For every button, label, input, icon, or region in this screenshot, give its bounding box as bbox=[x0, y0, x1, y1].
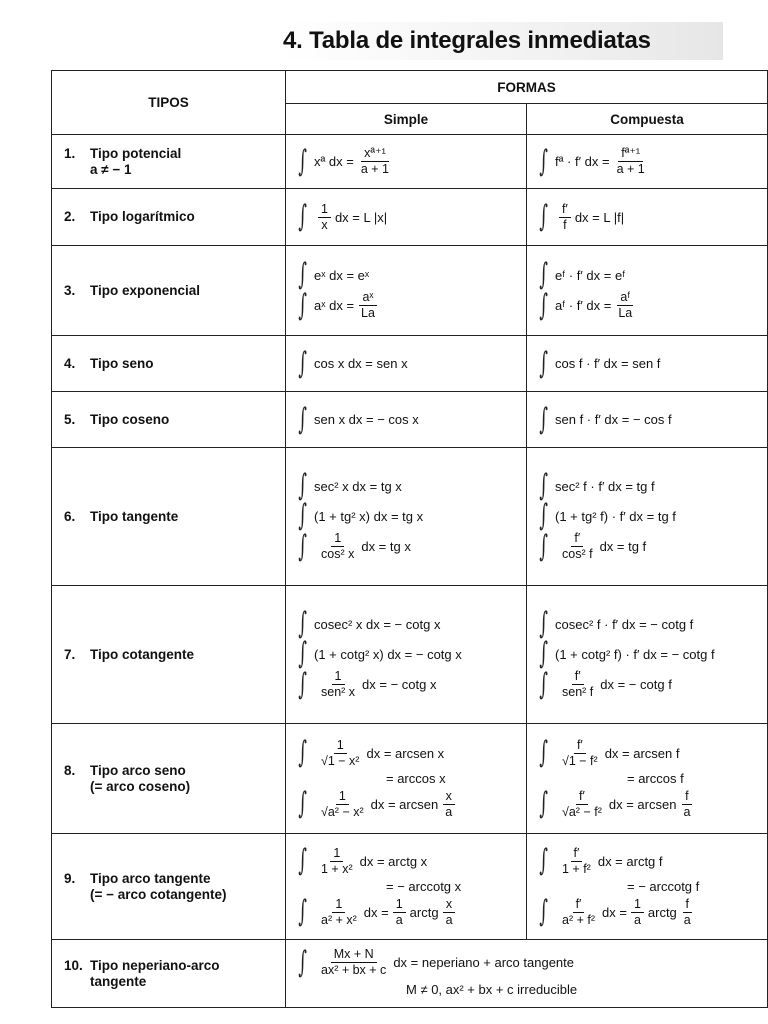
type-condition: (= arco coseno) bbox=[90, 778, 191, 794]
fraction-numerator: aᶠ bbox=[617, 290, 633, 306]
formula-result: dx = arctg f bbox=[597, 853, 663, 869]
type-name bbox=[64, 283, 200, 298]
integral-sign-icon: ∫ bbox=[298, 528, 307, 564]
formula-cell-combined bbox=[286, 940, 768, 1008]
fraction-denominator: a² + x² bbox=[321, 912, 357, 927]
fraction-numerator: 1 bbox=[318, 202, 331, 218]
type-name bbox=[64, 209, 195, 224]
fraction bbox=[318, 669, 358, 700]
type-name bbox=[64, 146, 181, 161]
formula-text: sen x dx = − cos x bbox=[314, 412, 419, 427]
formula bbox=[296, 606, 520, 641]
fraction bbox=[559, 897, 598, 928]
formula-cell-compuesta bbox=[527, 586, 768, 724]
formula bbox=[537, 498, 761, 533]
fraction-numerator: 1 bbox=[331, 531, 344, 547]
fraction bbox=[443, 897, 456, 928]
integral-sign-icon: ∫ bbox=[539, 735, 548, 770]
formula bbox=[296, 666, 520, 702]
formula-cell-simple bbox=[286, 724, 527, 834]
formula bbox=[537, 468, 761, 503]
integral-sign-icon: ∫ bbox=[539, 401, 548, 437]
fraction-denominator: √a² − x² bbox=[321, 804, 364, 819]
formula-text: (1 + tg² x) dx = tg x bbox=[314, 508, 424, 524]
fraction bbox=[393, 897, 406, 928]
fraction-numerator: f′ bbox=[571, 846, 583, 862]
table-row bbox=[52, 586, 768, 724]
formula bbox=[537, 735, 761, 770]
integral-sign-icon: ∫ bbox=[298, 143, 307, 179]
type-name bbox=[64, 356, 154, 371]
type-number: 1. bbox=[64, 145, 76, 161]
formula-continuation: = − arccotg x bbox=[386, 879, 462, 894]
fraction bbox=[559, 669, 596, 700]
formula-result: arctg bbox=[409, 904, 439, 920]
fraction bbox=[318, 789, 367, 820]
integral-type-label bbox=[52, 135, 286, 189]
formula-result: dx = neperiano + arco tangente bbox=[393, 955, 575, 970]
fraction-denominator: cos² f bbox=[562, 547, 593, 561]
formula bbox=[296, 735, 520, 770]
type-title: Tipo logarítmico bbox=[90, 209, 195, 224]
formula-cell-simple bbox=[286, 392, 527, 448]
integral-type-label bbox=[52, 189, 286, 246]
integral-sign-icon: ∫ bbox=[298, 606, 307, 641]
fraction-numerator: aˣ bbox=[359, 290, 376, 306]
formula-result: dx = bbox=[363, 904, 389, 920]
formula bbox=[296, 257, 520, 292]
formula-result: dx = arcsen x bbox=[366, 745, 445, 761]
fraction-numerator: f′ bbox=[571, 531, 583, 547]
formula-cell-compuesta bbox=[527, 135, 768, 189]
fraction-numerator: f bbox=[683, 897, 692, 913]
integral-type-label bbox=[52, 336, 286, 392]
fraction-denominator: a bbox=[395, 912, 403, 927]
type-title: Tipo exponencial bbox=[90, 282, 201, 298]
integral-sign-icon: ∫ bbox=[298, 199, 307, 234]
header-compuesta: Compuesta bbox=[527, 104, 768, 135]
type-title: Tipo coseno bbox=[90, 411, 170, 427]
fraction bbox=[680, 789, 693, 820]
page-title: 4. Tabla de integrales inmediatas bbox=[283, 22, 723, 60]
type-number: 4. bbox=[64, 355, 76, 371]
header-tipos: TIPOS bbox=[52, 71, 286, 135]
integral-sign-icon: ∫ bbox=[539, 257, 548, 292]
formula bbox=[296, 944, 761, 980]
type-number: 7. bbox=[64, 646, 76, 662]
fraction-numerator: 1 bbox=[393, 897, 406, 913]
formula bbox=[537, 287, 761, 323]
integral-sign-icon: ∫ bbox=[298, 735, 307, 770]
formula-cell-compuesta bbox=[527, 246, 768, 336]
type-name bbox=[64, 647, 194, 662]
formula-continuation: = − arccotg f bbox=[627, 879, 700, 894]
fraction bbox=[559, 531, 596, 562]
formula bbox=[296, 287, 520, 323]
formula-result: arctg bbox=[647, 904, 677, 920]
integral-sign-icon: ∫ bbox=[298, 894, 307, 929]
fraction-numerator: 1 bbox=[332, 897, 345, 913]
fraction-numerator: xª⁺¹ bbox=[361, 146, 389, 162]
formula-text: sec² x dx = tg x bbox=[314, 478, 402, 494]
formula-cell-compuesta bbox=[527, 336, 768, 392]
fraction bbox=[681, 897, 694, 928]
fraction bbox=[559, 202, 571, 233]
integral-sign-icon: ∫ bbox=[539, 498, 548, 533]
fraction-denominator: a bbox=[633, 912, 641, 927]
type-name bbox=[64, 509, 178, 524]
integral-sign-icon: ∫ bbox=[539, 786, 548, 821]
formula-text: sen f · f′ dx = − cos f bbox=[555, 412, 672, 427]
formula-text: aᶠ · f′ dx = bbox=[555, 298, 612, 313]
formula-result: dx = arctg x bbox=[359, 853, 428, 869]
formula-text: (1 + cotg² x) dx = − cotg x bbox=[314, 646, 462, 662]
fraction-denominator: 1 + x² bbox=[321, 861, 353, 876]
formula-cell-simple bbox=[286, 586, 527, 724]
type-number: 3. bbox=[64, 282, 76, 298]
fraction bbox=[559, 738, 601, 769]
formula bbox=[296, 401, 520, 437]
formula-cell-simple bbox=[286, 189, 527, 246]
type-number: 10. bbox=[64, 957, 83, 973]
formula-text: eᶠ · f′ dx = eᶠ bbox=[555, 267, 626, 283]
integral-sign-icon: ∫ bbox=[539, 345, 548, 381]
formula bbox=[537, 401, 761, 437]
integral-sign-icon: ∫ bbox=[539, 528, 548, 564]
formula-text: cos x dx = sen x bbox=[314, 356, 408, 371]
formula bbox=[537, 666, 761, 702]
fraction-denominator: La bbox=[361, 306, 375, 320]
formula bbox=[296, 843, 520, 878]
integrals-table bbox=[51, 70, 768, 1008]
integral-sign-icon: ∫ bbox=[539, 843, 548, 878]
fraction-denominator: La bbox=[618, 306, 633, 320]
fraction-denominator: a + 1 bbox=[616, 162, 645, 176]
fraction-denominator: sen² f bbox=[562, 685, 594, 699]
formula-text: (1 + cotg² f) · f′ dx = − cotg f bbox=[555, 646, 715, 662]
formula bbox=[537, 528, 761, 564]
formula bbox=[296, 894, 520, 929]
type-number: 6. bbox=[64, 508, 76, 524]
type-condition: tangente bbox=[90, 973, 147, 989]
table-row bbox=[52, 246, 768, 336]
header-formas: FORMAS bbox=[286, 71, 768, 104]
formula-text: eˣ dx = eˣ bbox=[314, 267, 370, 283]
formula-text: sec² f · f′ dx = tg f bbox=[555, 478, 655, 494]
type-number: 2. bbox=[64, 209, 76, 224]
formula-result: dx = − cotg f bbox=[600, 677, 672, 692]
formula-cell-simple bbox=[286, 448, 527, 586]
fraction-numerator: 1 bbox=[631, 897, 644, 913]
integral-sign-icon: ∫ bbox=[298, 843, 307, 878]
fraction-numerator: 1 bbox=[336, 789, 349, 805]
fraction bbox=[614, 146, 648, 177]
fraction-denominator: a bbox=[683, 912, 691, 927]
formula bbox=[296, 199, 520, 234]
integral-sign-icon: ∫ bbox=[539, 143, 548, 179]
type-title: Tipo arco seno bbox=[90, 762, 186, 778]
fraction bbox=[559, 846, 594, 877]
formula-text: cosec² f · f′ dx = − cotg f bbox=[555, 616, 694, 632]
table-row bbox=[52, 834, 768, 940]
integral-type-label bbox=[52, 940, 286, 1008]
integral-sign-icon: ∫ bbox=[539, 468, 548, 503]
formula bbox=[296, 143, 520, 179]
fraction-denominator: a² + f² bbox=[562, 912, 595, 927]
header-simple: Simple bbox=[286, 104, 527, 135]
fraction bbox=[358, 290, 378, 321]
fraction-numerator: 1 bbox=[334, 738, 347, 754]
fraction-numerator: 1 bbox=[332, 669, 345, 685]
formula-text: fª · f′ dx = bbox=[555, 154, 610, 169]
integral-sign-icon: ∫ bbox=[298, 345, 307, 381]
integral-sign-icon: ∫ bbox=[298, 498, 307, 533]
fraction-denominator: a bbox=[445, 912, 453, 927]
integral-sign-icon: ∫ bbox=[298, 944, 307, 980]
fraction-denominator: sen² x bbox=[321, 685, 356, 699]
table-row bbox=[52, 189, 768, 246]
formula-cell-simple bbox=[286, 246, 527, 336]
fraction bbox=[318, 202, 331, 233]
fraction bbox=[318, 738, 362, 769]
formula-result: dx = arcsen f bbox=[604, 745, 680, 761]
table-row bbox=[52, 724, 768, 834]
type-name bbox=[64, 412, 169, 427]
integral-sign-icon: ∫ bbox=[539, 199, 548, 234]
type-condition: (= − arco cotangente) bbox=[90, 886, 227, 902]
fraction-denominator: ax² + bx + c bbox=[321, 963, 387, 977]
integral-sign-icon: ∫ bbox=[539, 636, 548, 671]
fraction-numerator: f′ bbox=[574, 738, 586, 754]
fraction-denominator: 1 + f² bbox=[562, 861, 591, 876]
fraction-numerator: Mx + N bbox=[331, 947, 377, 963]
formula-text: (1 + tg² f) · f′ dx = tg f bbox=[555, 508, 676, 524]
integral-sign-icon: ∫ bbox=[539, 894, 548, 929]
formula-text: cos f · f′ dx = sen f bbox=[555, 356, 661, 371]
formula bbox=[296, 786, 520, 821]
fraction-numerator: f′ bbox=[559, 202, 571, 218]
integral-type-label bbox=[52, 724, 286, 834]
type-number: 8. bbox=[64, 762, 76, 778]
formula bbox=[296, 468, 520, 503]
formula-cell-simple bbox=[286, 135, 527, 189]
integral-sign-icon: ∫ bbox=[539, 287, 548, 323]
fraction-numerator: f′ bbox=[573, 897, 585, 913]
type-title: Tipo arco tangente bbox=[90, 870, 211, 886]
formula bbox=[296, 636, 520, 671]
fraction bbox=[318, 846, 356, 877]
formula-result: dx = − cotg x bbox=[362, 677, 437, 692]
formula-cell-compuesta bbox=[527, 189, 768, 246]
formula-text: aˣ dx = bbox=[314, 298, 355, 313]
formula bbox=[537, 345, 761, 381]
formula-result: dx = L |x| bbox=[334, 209, 388, 225]
integral-sign-icon: ∫ bbox=[298, 636, 307, 671]
type-condition: a ≠ − 1 bbox=[90, 161, 132, 177]
formula-text: cosec² x dx = − cotg x bbox=[314, 616, 441, 632]
formula-result: dx = bbox=[602, 904, 627, 920]
table-row bbox=[52, 392, 768, 448]
formula bbox=[537, 257, 761, 292]
fraction bbox=[318, 531, 357, 562]
fraction bbox=[318, 897, 360, 928]
formula-result: dx = tg x bbox=[361, 539, 411, 554]
formula-condition: M ≠ 0, ax² + bx + c irreducible bbox=[406, 981, 578, 997]
fraction-denominator: x bbox=[321, 217, 328, 232]
formula-continuation: = arccos f bbox=[627, 771, 684, 786]
type-title: Tipo tangente bbox=[90, 508, 179, 524]
fraction-denominator: f bbox=[563, 217, 567, 232]
integral-sign-icon: ∫ bbox=[298, 786, 307, 821]
formula-cell-simple bbox=[286, 336, 527, 392]
fraction-denominator: a bbox=[445, 804, 453, 819]
fraction-numerator: x bbox=[443, 789, 455, 805]
fraction bbox=[559, 789, 605, 820]
formula-cell-compuesta bbox=[527, 448, 768, 586]
table-row bbox=[52, 135, 768, 189]
fraction-numerator: x bbox=[443, 897, 455, 913]
integral-sign-icon: ∫ bbox=[539, 606, 548, 641]
integral-type-label bbox=[52, 246, 286, 336]
type-title: Tipo potencial bbox=[90, 145, 182, 161]
fraction bbox=[631, 897, 644, 928]
integral-sign-icon: ∫ bbox=[298, 287, 307, 323]
type-number: 5. bbox=[64, 411, 76, 427]
integral-sign-icon: ∫ bbox=[298, 468, 307, 503]
formula bbox=[296, 528, 520, 564]
type-name bbox=[64, 958, 220, 973]
formula bbox=[296, 498, 520, 533]
table-row bbox=[52, 940, 768, 1008]
table-row bbox=[52, 336, 768, 392]
formula-result: dx = arcsen bbox=[608, 796, 677, 812]
integral-type-label bbox=[52, 392, 286, 448]
type-title: Tipo cotangente bbox=[90, 646, 195, 662]
integral-sign-icon: ∫ bbox=[298, 666, 307, 702]
integral-sign-icon: ∫ bbox=[539, 666, 548, 702]
formula-cell-simple bbox=[286, 834, 527, 940]
integral-sign-icon: ∫ bbox=[298, 401, 307, 437]
formula bbox=[537, 786, 761, 821]
fraction bbox=[318, 947, 389, 978]
type-name bbox=[64, 871, 211, 886]
fraction-denominator: a + 1 bbox=[360, 162, 390, 176]
fraction-numerator: f′ bbox=[572, 669, 584, 685]
integral-sign-icon: ∫ bbox=[298, 257, 307, 292]
formula-continuation: = arccos x bbox=[386, 771, 446, 786]
type-title: Tipo neperiano-arco bbox=[90, 957, 220, 973]
fraction-denominator: a bbox=[683, 804, 691, 819]
fraction-denominator: √1 − f² bbox=[562, 753, 598, 768]
type-number: 9. bbox=[64, 870, 76, 886]
formula bbox=[296, 345, 520, 381]
fraction-denominator: √1 − x² bbox=[321, 753, 360, 768]
formula-text: xª dx = bbox=[314, 154, 354, 169]
fraction bbox=[615, 290, 635, 321]
formula bbox=[537, 843, 761, 878]
fraction-numerator: f bbox=[682, 789, 691, 805]
integral-type-label bbox=[52, 834, 286, 940]
fraction bbox=[442, 789, 455, 820]
type-title: Tipo seno bbox=[90, 355, 154, 371]
integral-type-label bbox=[52, 448, 286, 586]
formula bbox=[537, 143, 761, 179]
formula bbox=[537, 199, 761, 234]
formula-result: dx = tg f bbox=[599, 539, 647, 554]
fraction-denominator: √a² − f² bbox=[562, 804, 602, 819]
formula-cell-compuesta bbox=[527, 724, 768, 834]
formula bbox=[537, 606, 761, 641]
type-name bbox=[64, 763, 186, 778]
fraction bbox=[358, 146, 392, 177]
formula-result: dx = arcsen bbox=[370, 796, 439, 812]
fraction-numerator: fª⁺¹ bbox=[618, 146, 643, 162]
formula-result: dx = L |f| bbox=[574, 209, 625, 225]
fraction-numerator: 1 bbox=[330, 846, 343, 862]
formula-cell-compuesta bbox=[527, 392, 768, 448]
integral-type-label bbox=[52, 586, 286, 724]
formula bbox=[537, 894, 761, 929]
formula bbox=[537, 636, 761, 671]
table-row bbox=[52, 448, 768, 586]
formula-cell-compuesta bbox=[527, 834, 768, 940]
fraction-denominator: cos² x bbox=[321, 547, 355, 561]
fraction-numerator: f′ bbox=[576, 789, 588, 805]
